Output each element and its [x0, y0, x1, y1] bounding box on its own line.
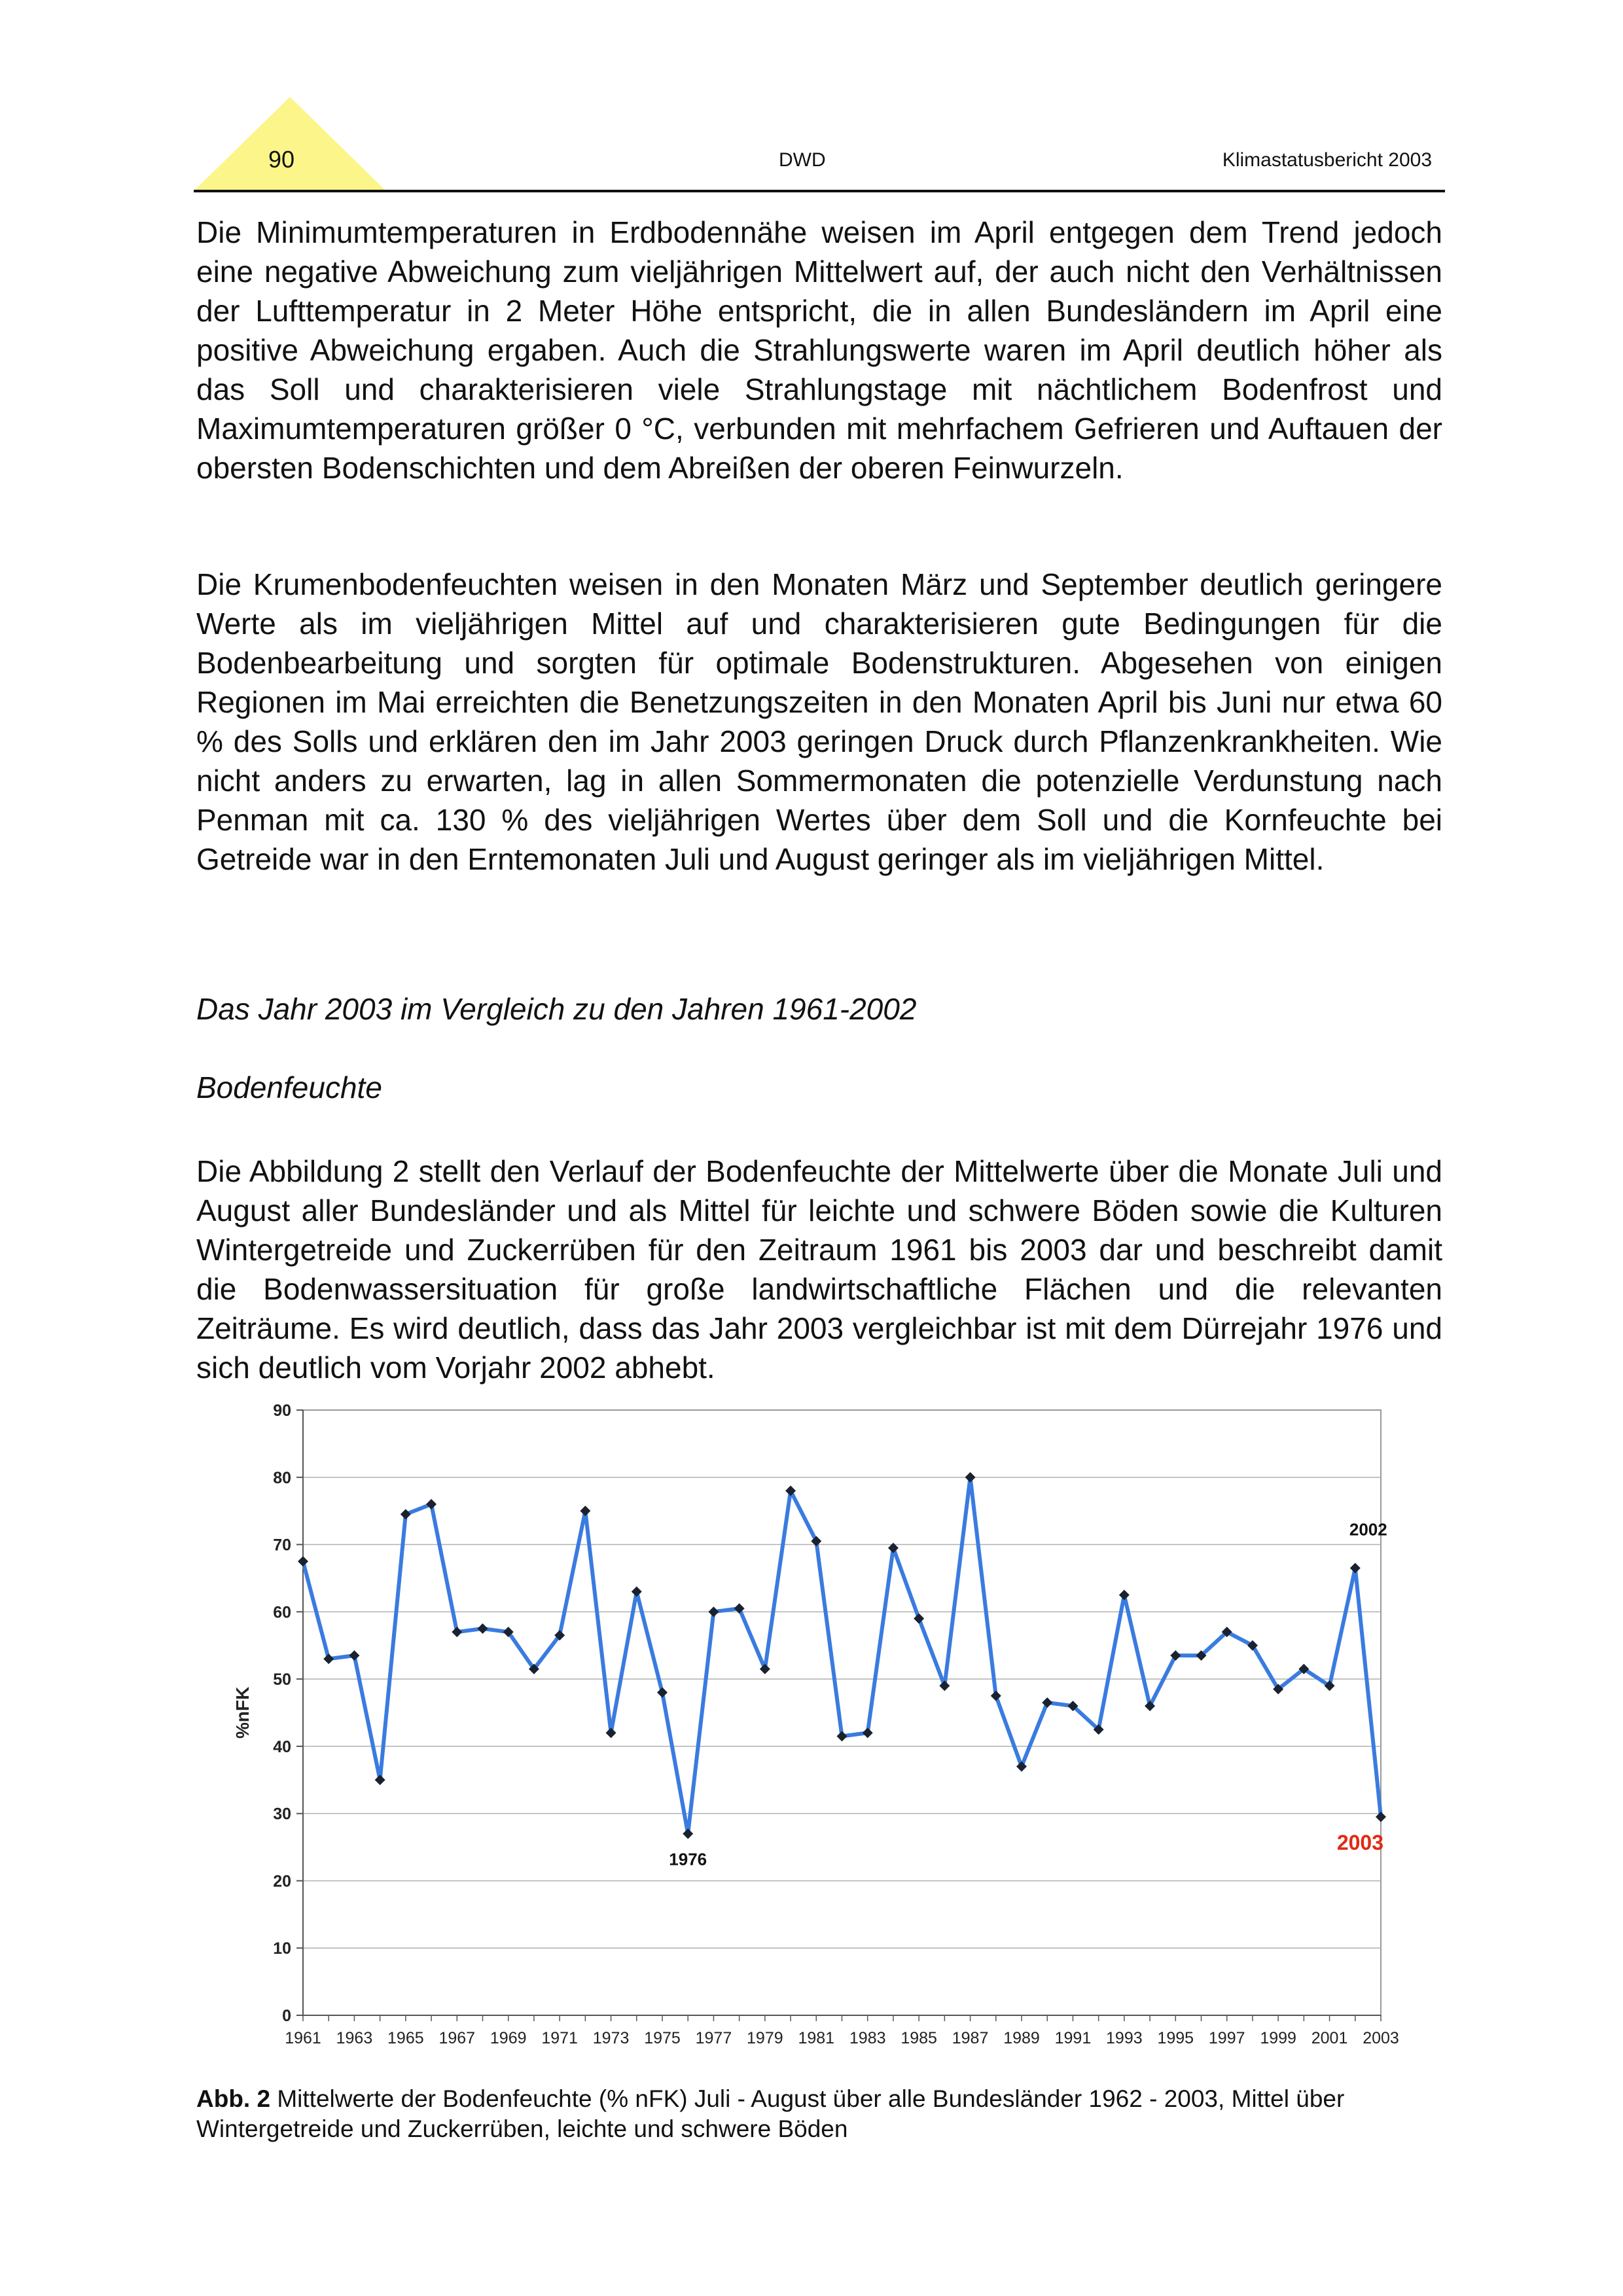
x-tick-label: 1985	[901, 2029, 937, 2047]
y-tick-label: 40	[273, 1737, 291, 1756]
x-tick-label: 1989	[1003, 2029, 1040, 2047]
figure-caption	[196, 2084, 1446, 2144]
x-tick-label: 1987	[952, 2029, 989, 2047]
soil-moisture-line-chart	[223, 1390, 1414, 2064]
x-tick-label: 1991	[1054, 2029, 1092, 2047]
x-tick-label: 1963	[336, 2029, 373, 2047]
x-tick-label: 1999	[1260, 2029, 1296, 2047]
y-tick-label: 60	[273, 1603, 291, 1622]
x-tick-label: 1995	[1157, 2029, 1194, 2047]
annotation-2003: 2003	[1336, 1830, 1383, 1854]
y-tick-label: 50	[273, 1670, 291, 1689]
page-corner-triangle	[193, 97, 387, 192]
x-tick-label: 1965	[387, 2029, 424, 2047]
y-tick-label: 80	[273, 1468, 291, 1487]
x-tick-label: 1977	[695, 2029, 732, 2047]
y-tick-label: 70	[273, 1536, 291, 1555]
x-tick-label: 1971	[541, 2029, 578, 2047]
annotation-1976: 1976	[669, 1849, 707, 1869]
paragraph-temperatures: Die Minimumtemperaturen in Erdbodennähe weisen im April entgegen dem Trend jedoch eine negative Abweichung zum vieljährigen Mittelwert auf, der auch nicht den Verhältnissen der Lufttemperatur in 2 Meter Höhe entspricht, die in allen Bundesländern im April eine positive Abweichung ergaben. Auch die Strahlungswerte waren im April deutlich höher als das Soll und charakterisieren viele Strahlungstage mit nächtlichem Bodenfrost und Maximumtemperaturen größer 0 °C, verbunden mit mehrfachem Gefrieren und Auftauen der obersten Bodenschichten und dem Abreißen der oberen Feinwurzeln.	[196, 215, 1442, 485]
page-number: 90	[268, 146, 295, 173]
x-tick-label: 2001	[1311, 2029, 1348, 2047]
x-tick-label: 1981	[798, 2029, 835, 2047]
x-tick-label: 1973	[592, 2029, 630, 2047]
annotation-2002: 2002	[1349, 1519, 1387, 1540]
y-tick-label: 0	[282, 2007, 291, 2025]
section-heading: Das Jahr 2003 im Vergleich zu den Jahren 1961-2002	[196, 992, 917, 1026]
y-tick-label: 90	[273, 1402, 291, 1420]
subsection-heading: Bodenfeuchte	[196, 1070, 382, 1104]
y-axis-label: %nFK	[232, 1686, 253, 1739]
y-tick-label: 30	[273, 1805, 291, 1824]
plot-area	[303, 1410, 1381, 2015]
header-rule	[194, 190, 1445, 192]
x-tick-label: 1997	[1208, 2029, 1245, 2047]
paragraph-soil-moisture: Die Krumenbodenfeuchten weisen in den Monaten März und September deutlich geringere Werte als im vieljährigen Mittel auf und charakterisieren gute Bedingungen für die Bodenbearbeitung und sorgten für optimale Bodenstrukturen. Abgesehen von einigen Regionen im Mai erreichten die Benetzungszeiten in den Monaten April bis Juni nur etwa 60 % des Solls und erklären den im Jahr 2003 geringen Druck durch Pflanzenkrankheiten. Wie nicht anders zu erwarten, lag in allen Sommermonaten die potenzielle Verdunstung nach Penman mit ca. 130 % des vieljährigen Wertes über dem Soll und die Kornfeuchte bei Getreide war in den Erntemonaten Juli und August geringer als im vieljährigen Mittel.	[196, 567, 1442, 876]
x-tick-label: 1993	[1106, 2029, 1143, 2047]
x-tick-label: 1961	[285, 2029, 321, 2047]
caption-label: Abb. 2	[196, 2085, 271, 2112]
x-tick-label: 1975	[644, 2029, 681, 2047]
y-tick-label: 20	[273, 1872, 291, 1891]
header-report-title: Klimastatusbericht 2003	[1222, 149, 1432, 171]
header-publisher: DWD	[779, 149, 826, 171]
paragraph-figure-description: Die Abbildung 2 stellt den Verlauf der Bodenfeuchte der Mittelwerte über die Monate Juli und August aller Bundesländer und als Mittel für leichte und schwere Böden sowie die Kulturen Wintergetreide und Zuckerrüben für den Zeitraum 1961 bis 2003 dar und beschreibt damit die Bodenwassersituation für große landwirtschaftliche Flächen und die relevanten Zeiträume. Es wird deutlich, dass das Jahr 2003 vergleichbar ist mit dem Dürrejahr 1976 und sich deutlich vom Vorjahr 2002 abhebt.	[196, 1154, 1442, 1385]
x-tick-label: 1967	[438, 2029, 476, 2047]
y-tick-label: 10	[273, 1939, 291, 1958]
caption-text: Mittelwerte der Bodenfeuchte (% nFK) Juli - August über alle Bundesländer 1962 - 2003, Mittel über Wintergetreide und Zuckerrüben, leichte und schwere Böden	[196, 2085, 1345, 2142]
x-tick-label: 1969	[490, 2029, 527, 2047]
x-tick-label: 2003	[1363, 2029, 1399, 2047]
x-tick-label: 1983	[849, 2029, 886, 2047]
x-tick-label: 1979	[747, 2029, 783, 2047]
